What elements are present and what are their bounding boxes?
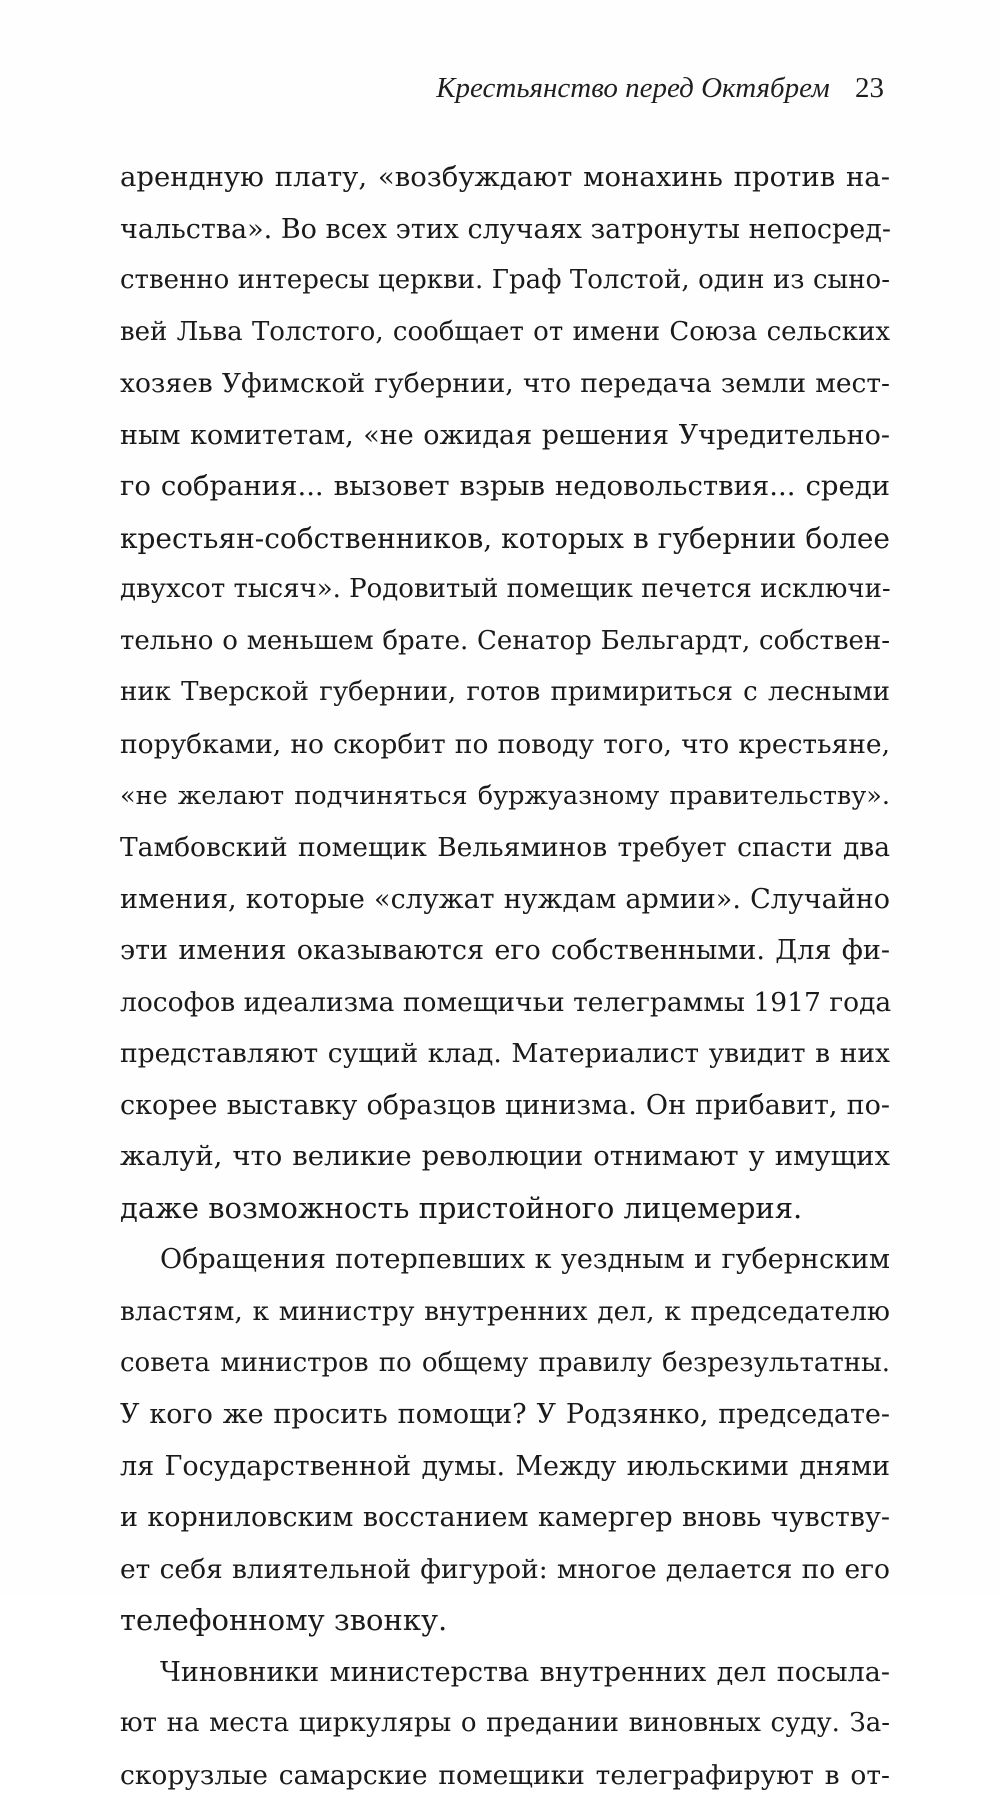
text-line: порубками, но скорбит по поводу того, что крестьяне, <box>120 729 890 761</box>
text-line: властям, к министру внутренних дел, к председателю <box>120 1296 890 1328</box>
paragraph-3 <box>120 1647 890 1802</box>
text-line: представляют сущий клад. Материалист увидит в них <box>120 1038 890 1070</box>
text-line: ет себя влиятельной фигурой: многое делается по его <box>120 1553 890 1585</box>
text-line: лософов идеализма помещичьи телеграммы 1917 года <box>120 986 892 1018</box>
page-number: 23 <box>855 72 884 104</box>
paragraph-2 <box>120 1234 890 1646</box>
text-line: У кого же просить помощи? У Родзянко, председате- <box>120 1399 890 1431</box>
text-line: эти имения оказываются его собственными. Для фи- <box>120 935 890 967</box>
text-line: имения, которые «служат нуждам армии». Случайно <box>120 883 890 915</box>
text-line: ют на места циркуляры о предании виновных суду. За- <box>120 1708 890 1739</box>
text-line: ственно интересы церкви. Граф Толстой, один из сыно- <box>120 265 890 296</box>
text-line: ля Государственной думы. Между июльскими днями <box>120 1450 890 1482</box>
text-line: крестьян-собственников, которых в губернии более <box>120 521 890 555</box>
text-line: двухсот тысяч». Родовитый помещик печется исключи- <box>120 574 891 605</box>
text-line: Тамбовский помещик Вельяминов требует спасти два <box>120 832 890 864</box>
text-line: совета министров по общему правилу безрезультатны. <box>120 1347 890 1378</box>
text-line: скорее выставку образцов цинизма. Он прибавит, по- <box>120 1089 890 1121</box>
running-title: Крестьянство перед Октябрем <box>436 72 830 104</box>
text-line: ник Тверской губернии, готов примириться с лесными <box>120 677 890 708</box>
text-line: хозяев Уфимской губернии, что передача земли мест- <box>120 368 890 400</box>
paragraph-1 <box>120 152 890 1234</box>
text-line: вей Льва Толстого, сообщает от имени Союза сельских <box>120 316 890 347</box>
running-header <box>120 70 884 106</box>
text-line: телефонному звонку. <box>120 1603 448 1638</box>
body-text <box>120 152 890 1802</box>
text-line: «не желают подчиняться буржуазному правительству». <box>120 780 890 811</box>
text-line: тельно о меньшем брате. Сенатор Бельгардт, собствен- <box>120 625 890 656</box>
text-line: чальства». Во всех этих случаях затронуты непосред- <box>120 213 891 245</box>
text-line: даже возможность пристойного лицемерия. <box>120 1190 803 1225</box>
text-line: го собрания... вызовет взрыв недовольствия... среди <box>120 470 890 503</box>
text-line: Обращения потерпевших к уездным и губернским <box>160 1244 890 1276</box>
text-line: ным комитетам, «не ожидая решения Учредительно- <box>120 419 890 451</box>
text-line: арендную плату, «возбуждают монахинь против на- <box>120 161 890 193</box>
text-line: Чиновники министерства внутренних дел посыла- <box>160 1656 890 1688</box>
text-line: и корниловским восстанием камергер вновь чувству- <box>120 1502 890 1534</box>
text-line: скорузлые самарские помещики телеграфируют в от- <box>120 1759 890 1791</box>
text-line: жалуй, что великие революции отнимают у имущих <box>120 1140 890 1173</box>
